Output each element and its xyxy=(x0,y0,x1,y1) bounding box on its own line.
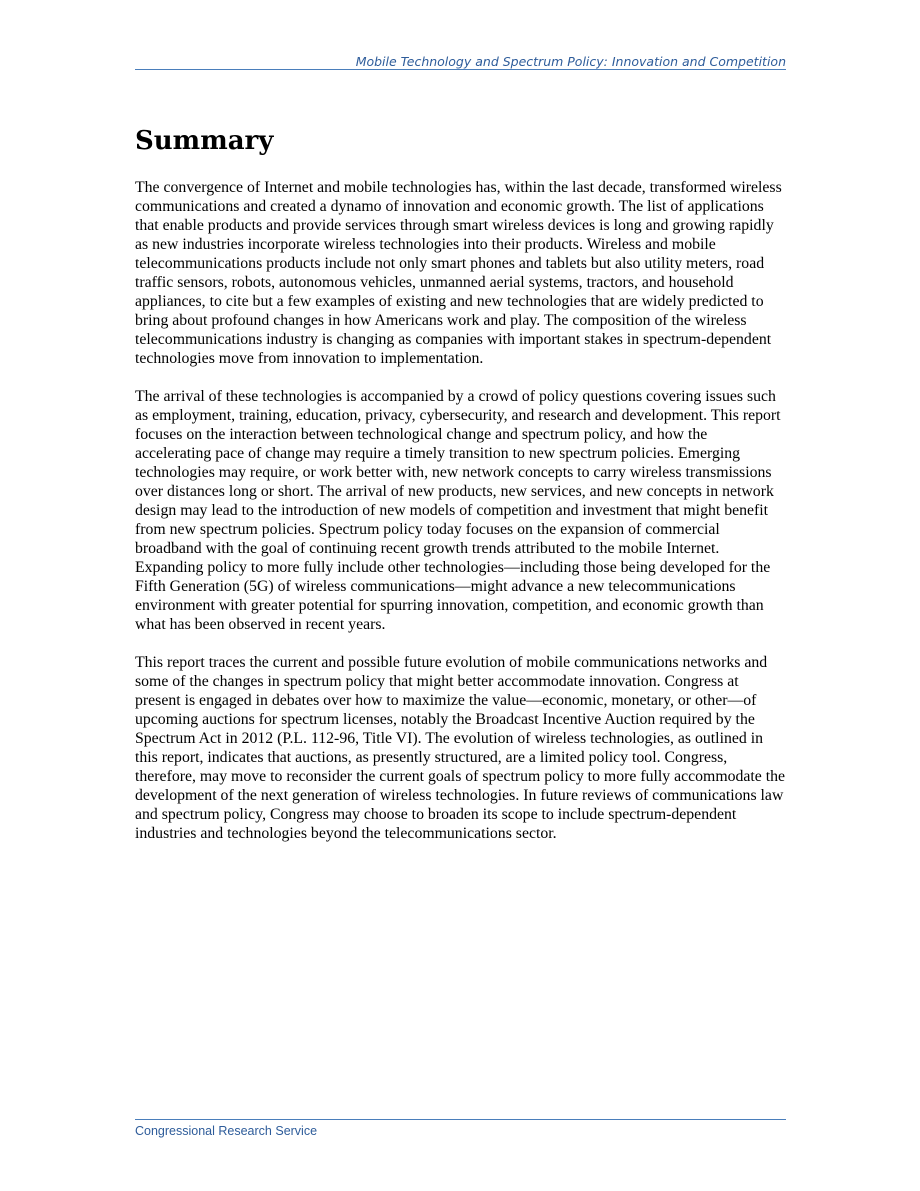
footer-organization: Congressional Research Service xyxy=(135,1124,318,1138)
running-header: Mobile Technology and Spectrum Policy: Innovation and Competition xyxy=(355,54,786,69)
summary-body xyxy=(135,178,786,862)
paragraph: This report traces the current and possible future evolution of mobile communications networks and some of the changes in spectrum policy that might better accommodate innovation. Congress at present is engaged in debates over how to maximize the value—economic, monetary, or other—of upcoming auctions for spectrum licenses, notably the Broadcast Incentive Auction required by the Spectrum Act in 2012 (P.L. 112-96, Title VI). The evolution of wireless technologies, as outlined in this report, indicates that auctions, as presently structured, are a limited policy tool. Congress, therefore, may move to reconsider the current goals of spectrum policy to more fully accommodate the development of the next generation of wireless technologies. In future reviews of communications law and spectrum policy, Congress may choose to broaden its scope to include spectrum-dependent industries and technologies beyond the telecommunications sector. xyxy=(135,654,786,842)
paragraph: The arrival of these technologies is accompanied by a crowd of policy questions covering issues such as employment, training, education, privacy, cybersecurity, and research and development. This report focuses on the interaction between technological change and spectrum policy, and how the accelerating pace of change may require a timely transition to new spectrum policies. Emerging technologies may require, or work better with, new network concepts to carry wireless transmissions over distances long or short. The arrival of new products, new services, and new concepts in network design may lead to the introduction of new models of competition and investment that might benefit from new spectrum policies. Spectrum policy today focuses on the expansion of commercial broadband with the goal of continuing recent growth trends attributed to the mobile Internet. Expanding policy to more fully include other technologies—including those being developed for the Fifth Generation (5G) of wireless communications—might advance a new telecommunications environment with greater potential for spurring innovation, competition, and economic growth than what has been observed in recent years. xyxy=(135,388,781,633)
paragraph: The convergence of Internet and mobile technologies has, within the last decade, transformed wireless communications and created a dynamo of innovation and economic growth. The list of applications that enable products and provide services through smart wireless devices is long and growing rapidly as new industries incorporate wireless technologies into their products. Wireless and mobile telecommunications products include not only smart phones and tablets but also utility meters, road traffic sensors, robots, autonomous vehicles, unmanned aerial systems, tractors, and household appliances, to cite but a few examples of existing and new technologies that are widely predicted to bring about profound changes in how Americans work and play. The composition of the wireless telecommunications industry is changing as companies with important stakes in spectrum-dependent technologies move from innovation to implementation. xyxy=(135,179,782,367)
header-divider xyxy=(135,69,786,70)
footer-divider xyxy=(135,1119,786,1120)
section-title: Summary xyxy=(135,126,274,156)
